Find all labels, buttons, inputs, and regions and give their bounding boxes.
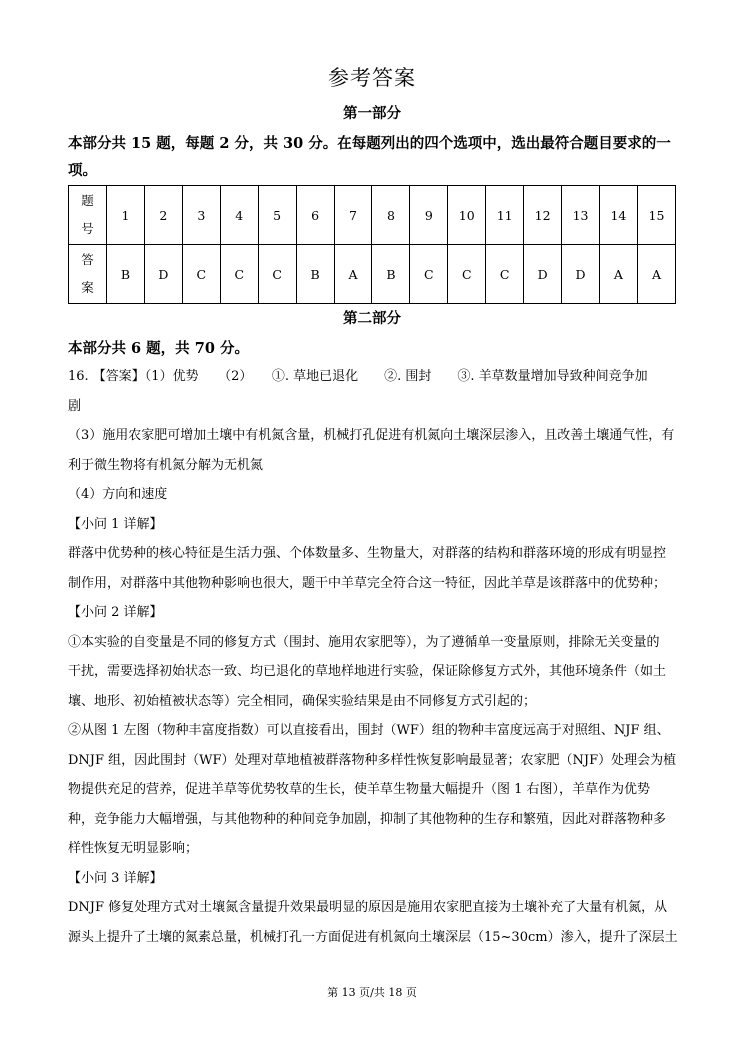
- body-line: 16. 【答案】（1）优势 （2） ①. 草地已退化 ②. 围封 ③. 羊草数量增加导致种间竞争加: [68, 369, 648, 384]
- answer-cell: C: [220, 245, 258, 304]
- row-header-char: 题: [81, 193, 94, 208]
- question-number: 15: [637, 186, 675, 245]
- answer-cell: B: [372, 245, 410, 304]
- answer-cell: A: [599, 245, 637, 304]
- body-line: DNJF 组，因此围封（WF）处理对草地植被群落物种多样性恢复影响最显著；农家肥（NJF）处理会为植: [68, 752, 677, 768]
- answer-cell: C: [448, 245, 486, 304]
- answer-body: [68, 362, 678, 952]
- question-number: 12: [524, 186, 562, 245]
- part1-instruction-line1: 本部分共 15 题，每题 2 分，共 30 分。在每题列出的四个选项中，选出最符合题目要求的一: [68, 135, 671, 152]
- question-number: 11: [486, 186, 524, 245]
- answer-cell: C: [182, 245, 220, 304]
- body-line: ②从图 1 左图（物种丰富度指数）可以直接看出，围封（WF）组的物种丰富度远高于对照组、NJF 组、: [68, 723, 670, 738]
- question-number-row: [69, 186, 676, 245]
- body-line: ①本实验的自变量是不同的修复方式（围封、施用农家肥等），为了遵循单一变量原则，排除无关变量的: [68, 634, 660, 650]
- body-line: 源头上提升了土壤的氮素总量，机械打孔一方面促进有机氮向土壤深层（15~30cm）渗入，提升了深层土: [68, 929, 678, 945]
- body-line: 剧: [68, 398, 82, 414]
- question-number: 8: [372, 186, 410, 245]
- body-line: 利于微生物将有机氮分解为无机氮: [68, 457, 264, 473]
- part1-instruction-line2: 项。: [68, 162, 97, 179]
- answer-cell: A: [637, 245, 675, 304]
- answer-cell: D: [524, 245, 562, 304]
- answer-cell: B: [107, 245, 145, 304]
- body-line: DNJF 修复处理方式对土壤氮含量提升效果最明显的原因是施用农家肥直接为土壤补充了大量有机氮，从: [68, 900, 668, 915]
- section-heading: 【小问 3 详解】: [68, 870, 163, 886]
- answer-row: [69, 245, 676, 304]
- body-line: （3）施用农家肥可增加土壤中有机氮含量，机械打孔促进有机氮向土壤深层渗入，且改善土壤通气性，有: [68, 428, 675, 443]
- section-heading: 【小问 2 详解】: [68, 605, 163, 620]
- part2-instruction: 本部分共 6 题，共 70 分。: [68, 340, 249, 357]
- question-number: 5: [258, 186, 296, 245]
- question-number: 10: [448, 186, 486, 245]
- answer-cell: B: [296, 245, 334, 304]
- body-line: 物提供充足的营养，促进羊草等优势牧草的生长，使羊草生物量大幅提升（图 1 右图），羊草作为优势: [68, 782, 651, 797]
- page-footer: 第 13 页/共 18 页: [327, 986, 417, 999]
- question-number: 9: [410, 186, 448, 245]
- row-header-char: 答: [81, 252, 94, 267]
- row-header-char: 案: [81, 280, 94, 295]
- question-number: 4: [220, 186, 258, 245]
- part1-heading: 第一部分: [343, 105, 401, 122]
- question-number: 6: [296, 186, 334, 245]
- answer-cell: A: [334, 245, 372, 304]
- body-line: 样性恢复无明显影响；: [68, 841, 199, 856]
- body-line: 群落中优势种的核心特征是生活力强、个体数量多、生物量大，对群落的结构和群落环境的形成有明显控: [68, 546, 667, 561]
- body-line: 干扰，需要选择初始状态一致、均已退化的草地样地进行实验，保证除修复方式外，其他环境条件（如土: [68, 664, 667, 679]
- body-line: 壤、地形、初始植被状态等）完全相同，确保实验结果是由不同修复方式引起的；: [68, 693, 537, 709]
- answer-table: [68, 185, 676, 304]
- body-line: 制作用，对群落中其他物种影响也很大，题干中羊草完全符合这一特征，因此羊草是该群落中的优势种；: [68, 575, 667, 591]
- question-number: 14: [599, 186, 637, 245]
- row-header-answer: [69, 245, 107, 304]
- question-number: 13: [562, 186, 600, 245]
- question-number: 2: [144, 186, 182, 245]
- answer-cell: D: [144, 245, 182, 304]
- part2-heading: 第二部分: [343, 310, 401, 327]
- section-heading: 【小问 1 详解】: [68, 516, 163, 532]
- answer-cell: D: [562, 245, 600, 304]
- page-title: 参考答案: [328, 66, 416, 90]
- body-line: （4）方向和速度: [68, 487, 168, 502]
- question-number: 1: [107, 186, 145, 245]
- answer-cell: C: [410, 245, 448, 304]
- row-header-question: [69, 186, 107, 245]
- row-header-char: 号: [81, 221, 94, 236]
- body-line: 种，竞争能力大幅增强，与其他物种的种间竞争加剧，抑制了其他物种的生存和繁殖，因此对群落物种多: [68, 811, 667, 827]
- question-number: 7: [334, 186, 372, 245]
- answer-cell: C: [486, 245, 524, 304]
- question-number: 3: [182, 186, 220, 245]
- answer-cell: C: [258, 245, 296, 304]
